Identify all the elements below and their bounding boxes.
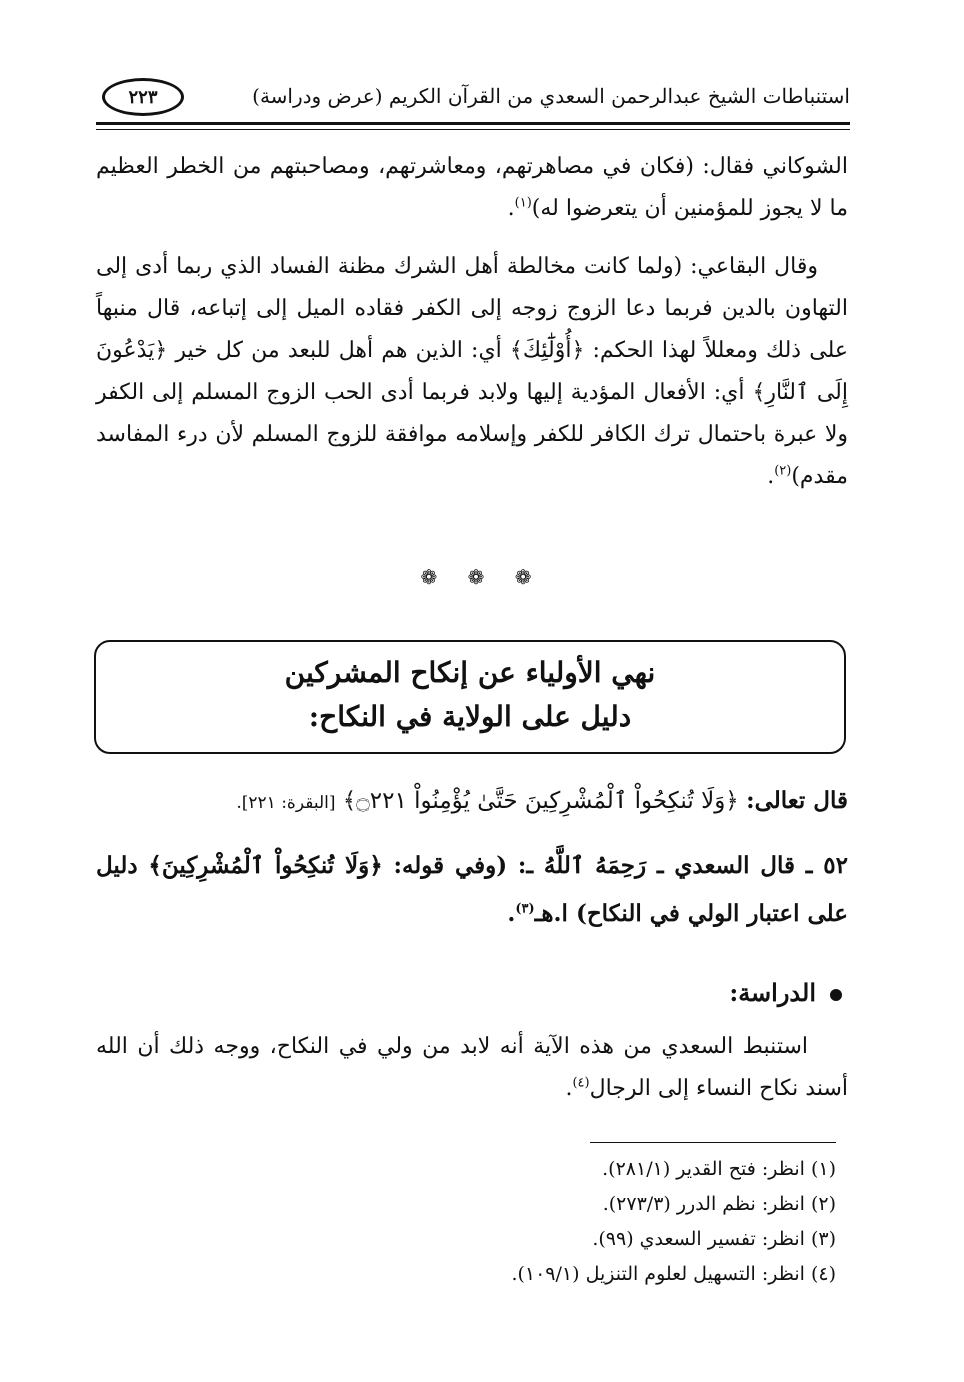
footnote-ref: (١) xyxy=(514,195,532,211)
section-subtitle: دليل على الولاية في النكاح: xyxy=(308,700,632,733)
paragraph-end: . xyxy=(507,196,515,221)
section-separator: ❁ ❁ ❁ xyxy=(420,565,544,589)
paragraph-end: . xyxy=(767,464,775,489)
study-paragraph xyxy=(96,1026,848,1110)
paragraph-text: وقال البقاعي: (ولما كانت مخالطة أهل الشرك مظنة الفساد الذي ربما أدى إلى التهاون بالدين فربما دعا الزوج زوجه إلى الكفر فقاده الميل إلى إتباعه، قال منبهاً على ذلك ومعللاً لهذا الحكم: ﴿أُوْلَٰٓئِكَ﴾ أي: الذين هم أهل للبعد من كل خير ﴿يَدْعُونَ إِلَى ٱلنَّارِ﴾ أي: الأفعال المؤدية إليها ولابد فربما أدى الحب الزوج المسلم إلى الكفر ولا عبرة باحتمال ترك الكافر للكفر وإسلامه موافقة للزوج المسلم لأن درء المفاسد مقدم) xyxy=(96,254,848,489)
footnote-text: انظر: التسهيل لعلوم التنزيل (١٠٩/١). xyxy=(511,1263,805,1285)
header-rule-thick xyxy=(96,122,850,125)
footnote-item xyxy=(300,1187,836,1222)
header-rule-thin xyxy=(96,129,850,130)
footnote-text: انظر: نظم الدرر (٢٧٣/٣). xyxy=(602,1193,805,1215)
quote-text: ٥٢ ـ قال السعدي ـ رَحِمَهُ ٱللَّهُ ـ: (وفي قوله: ﴿وَلَا تُنكِحُواْ ٱلْمُشْرِكِينَ﴾ دليل على اعتبار الولي في النكاح) ا.هـ xyxy=(96,852,848,927)
verse-citation: [البقرة: ٢٢١]. xyxy=(236,793,336,813)
bullet-icon xyxy=(830,989,842,1001)
quote-end: . xyxy=(507,900,516,927)
footnote-item xyxy=(300,1257,836,1292)
paragraph-biqai xyxy=(96,246,848,498)
paragraph-shawkani xyxy=(96,146,848,230)
section-title: نهي الأولياء عن إنكاح المشركين xyxy=(284,656,656,689)
verse-text: ﴿وَلَا تُنكِحُواْ ٱلْمُشْرِكِينَ حَتَّىٰ يُؤْمِنُواْ ۝٢٢١﴾ xyxy=(342,788,739,814)
running-title: استنباطات الشيخ عبدالرحمن السعدي من القرآن الكريم (عرض ودراسة) xyxy=(252,84,850,108)
footnote-separator xyxy=(590,1142,836,1143)
paragraph-text: الشوكاني فقال: (فكان في مصاهرتهم، ومعاشرتهم، ومصاحبتهم من الخطر العظيم ما لا يجوز للمؤمنين أن يتعرضوا له) xyxy=(96,154,848,221)
page-header xyxy=(96,70,850,126)
footnote-item xyxy=(300,1152,836,1187)
study-heading-text: الدراسة: xyxy=(729,978,816,1007)
section-title-box xyxy=(94,640,846,754)
footnote-number: (١) xyxy=(810,1158,836,1180)
footnote-item xyxy=(300,1222,836,1257)
study-heading xyxy=(729,978,842,1007)
study-text: استنبط السعدي من هذه الآية أنه لابد من ولي في النكاح، ووجه ذلك أن الله أسند نكاح النساء إلى الرجال xyxy=(96,1034,848,1101)
footnote-number: (٢) xyxy=(810,1193,836,1215)
footnote-text: انظر: تفسير السعدي (٩٩). xyxy=(592,1228,805,1250)
page-number-badge xyxy=(102,78,184,116)
saadi-quote xyxy=(96,842,848,938)
footnote-ref: (٢) xyxy=(774,463,792,479)
verse-lead: قال تعالى: xyxy=(746,787,848,814)
study-end: . xyxy=(565,1076,573,1101)
verse-line xyxy=(96,780,848,824)
footnote-ref: (٤) xyxy=(572,1075,590,1091)
footnotes xyxy=(300,1152,836,1292)
footnote-number: (٣) xyxy=(810,1228,836,1250)
footnote-text: انظر: فتح القدير (٢٨١/١). xyxy=(602,1158,805,1180)
footnote-ref: (٣) xyxy=(515,901,535,917)
page-number: ٢٢٣ xyxy=(128,86,158,108)
footnote-number: (٤) xyxy=(810,1263,836,1285)
